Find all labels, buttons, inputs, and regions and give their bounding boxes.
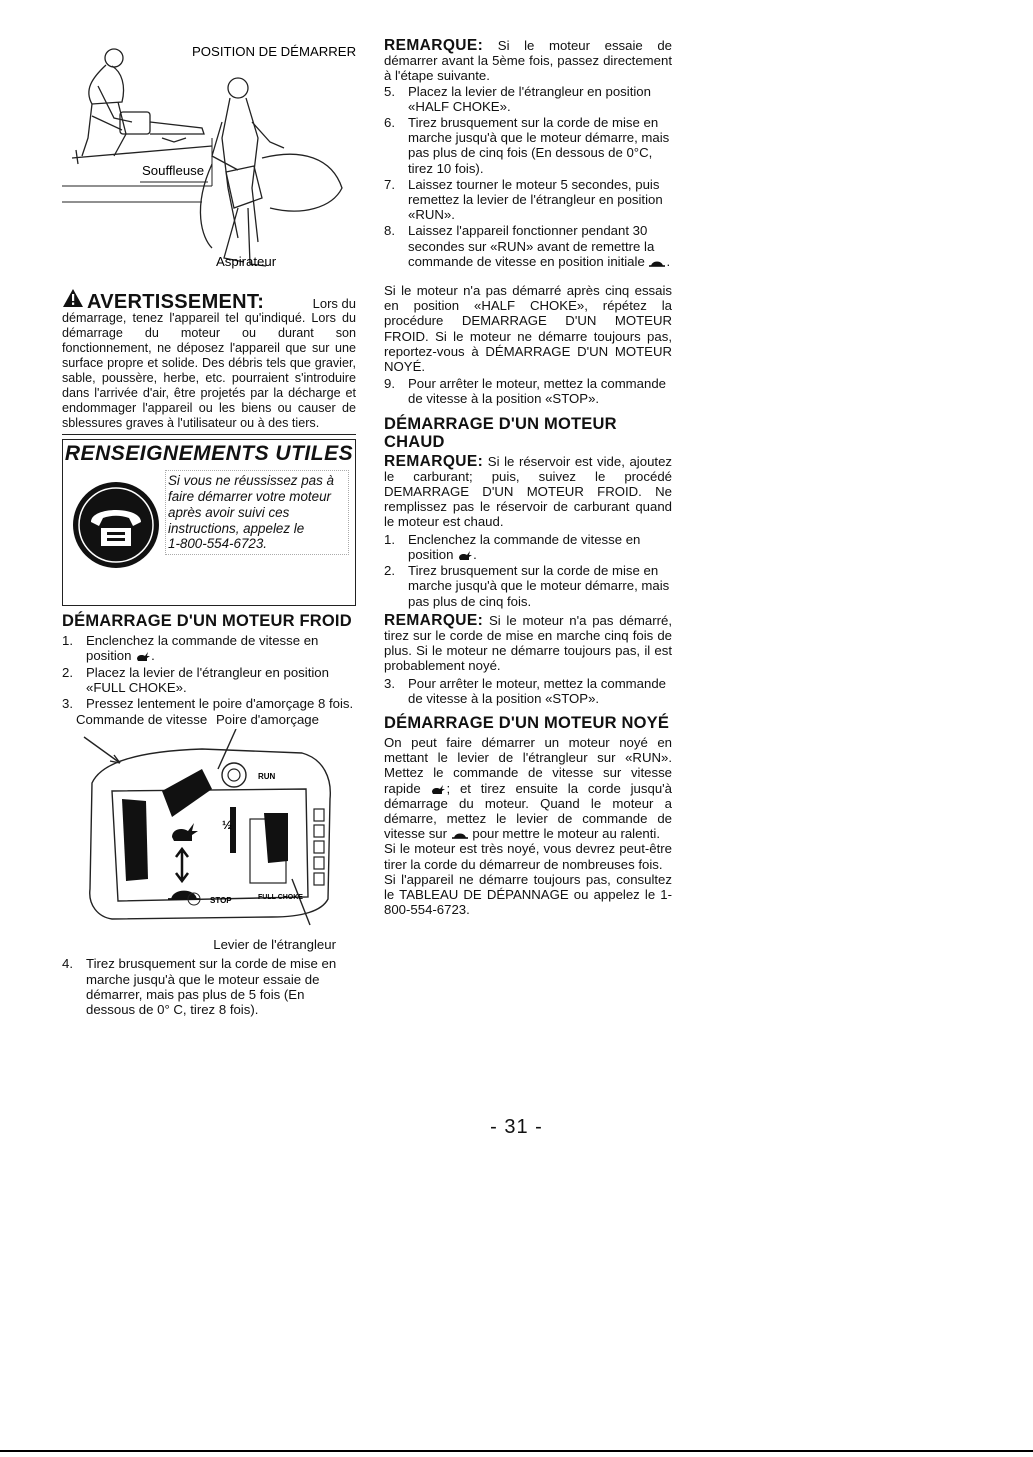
hot-remark-block: REMARQUE: Si le réservoir est vide, ajoutez le carburant; puis, suivez le procédé DEMARRAGE D'UN MOTEUR FROID. Ne remplissez pas le réservoir de carburant quand le moteur est chaud. (384, 452, 672, 530)
bottom-rule (0, 1450, 1033, 1452)
list-item: 6. Tirez brusquement sur la corde de mise en marche jusqu'à que le moteur démarre, mais pas plus de cinq fois (En dessous de 0°C, tirez 10 fois). (384, 115, 670, 176)
rabbit-fast-icon (457, 549, 473, 561)
warning-title: AVERTISSEMENT: (87, 291, 265, 313)
rabbit-fast-icon (430, 783, 446, 795)
list-item: 2. Placez la levier de l'étrangleur en position «FULL CHOKE». (62, 664, 329, 695)
starting-position-figure (62, 38, 356, 284)
stop-step (384, 376, 672, 406)
divider (62, 434, 356, 435)
position-label: POSITION DE DÉMARRER (192, 44, 356, 59)
info-box-title: RENSEIGNEMENTS UTILES (64, 442, 354, 466)
rabbit-fast-icon (135, 650, 151, 662)
list-item: 5. Placez la levier de l'étrangleur en position «HALF CHOKE». (384, 83, 651, 114)
list-item: 1. Enclenchez la commande de vitesse en position . (384, 531, 641, 562)
rabbit-icon (172, 823, 198, 841)
hot-remark2-block: REMARQUE: Si le moteur n'a pas démarré, tirez sur le corde de mise en marche cinq fois de plus. Si le moteur ne démarre toujours pas, il est probablement noyé. (384, 611, 672, 674)
turtle-slow-icon (451, 830, 469, 840)
engine-controls-illustration (62, 729, 356, 935)
warning-body: démarrage, tenez l'appareil tel qu'indiqué. Lors du démarrage du moteur ou durant son fonctionnement, ne déposez l'appareil que sur une surface propre et solide. Des débris tels que gravier, sable, poussère, herbe, etc. pourraient s'introduire dans l'arrivée d'air, être projetés par la décharge et endommager l'appareil ou les biens ou causer de sblessures graves à l'utilisateur ou à des tiers. (62, 311, 356, 431)
info-box (62, 439, 356, 606)
cold-start-step4 (62, 956, 356, 1017)
warning-triangle-icon (62, 288, 84, 308)
list-item: 4. Tirez brusquement sur la corde de mise en marche jusqu'à que le moteur essaie de démarrer, mais pas plus de 5 fois (En dessous de 0° C, tirez 8 fois). (62, 956, 337, 1018)
warning-block (62, 288, 356, 431)
controls-diagram (62, 729, 356, 935)
flooded-paragraph-2: Si le moteur est très noyé, vous devrez peut-être tirer la corde du démarreur de nombreuses fois. (384, 841, 672, 872)
info-box-phone: 1-800-554-6723. (168, 536, 268, 552)
left-column (62, 38, 356, 1018)
label-speed-control: Commande de vitesse (76, 712, 208, 728)
flooded-paragraph: On peut faire démarrer un moteur noyé en mettant le levier de l'étrangleur sur «RUN». Mettez le commande de vitesse sur vitesse rapide ; et tirez ensuite la corde jusqu'à démarrage du moteur. Quand le moteur a démarre, mettez le levier de commande de vitesse sur pour mettre le moteur au ralenti. (384, 734, 673, 842)
remark-block (384, 38, 672, 84)
choke-lever-label: Levier de l'étrangleur (213, 937, 336, 953)
cold-start-steps (62, 633, 356, 711)
remark-label: REMARQUE: (384, 37, 484, 54)
warning-lead: Lors du (312, 296, 356, 311)
list-item: 1. Enclenchez la commande de vitesse en position . (62, 633, 319, 664)
remark-text: Si le moteur essaie de démarrer avant la 5ème fois, passez directement à l'étape suivante. (384, 38, 672, 84)
list-item: 3. Pressez lentement le poire d'amorçage 8 fois. (62, 696, 354, 712)
diagram-labels (76, 712, 356, 727)
info-box-text (165, 470, 349, 555)
flooded-heading: DÉMARRAGE D'UN MOTEUR NOYÉ (384, 713, 670, 732)
list-item: 3. Pour arrêter le moteur, mettez la commande de vitesse à la position «STOP». (384, 675, 666, 706)
blower-label: Souffleuse (142, 163, 205, 178)
label-primer-bulb: Poire d'amorçage (216, 712, 319, 728)
flooded-paragraph-3: Si l'appareil ne démarre toujours pas, consultez le TABLEAU DE DÉPANNAGE ou appelez le 1-800-554-6723. (384, 871, 672, 918)
hot-start-steps (384, 532, 672, 609)
half-choke-mark: ½ (222, 818, 233, 833)
cold-start-heading: DÉMARRAGE D'UN MOTEUR FROID (62, 612, 352, 631)
list-item: 7. Laissez tourner le moteur 5 secondes, puis remettez la levier de l'étrangleur en position «RUN». (384, 176, 663, 223)
retry-paragraph: Si le moteur n'a pas démarré après cinq essais en position «HALF CHOKE», répétez la procédure DEMARRAGE D'UN MOTEUR FROID. Si le moteur ne démarre toujours pas, reportez-vous à DÉMARRAGE D'UN MOTEUR NOYÉ. (384, 283, 672, 375)
full-choke-label: FULL CHOKE (258, 894, 303, 902)
right-column (384, 38, 672, 925)
list-item: 2. Tirez brusquement sur la corde de mise en marche jusqu'à que le moteur démarre, mais pas plus de cinq fois. (384, 563, 670, 609)
hot-start-heading: DÉMARRAGE D'UN MOTEUR CHAUD (384, 414, 617, 451)
cold-start-steps-continued (384, 84, 672, 269)
telephone-icon (71, 480, 161, 570)
operator-illustration (62, 38, 356, 284)
turtle-slow-icon (648, 258, 666, 268)
info-box-message: Si vous ne réussissez pas à faire démarrer votre moteur après avoir suivi ces instructions, appelez le (168, 473, 334, 536)
up-down-arrow-icon (176, 849, 188, 881)
run-label: RUN (258, 772, 276, 782)
list-item: 8. Laissez l'appareil fonctionner pendant 30 secondes sur «RUN» avant de remettre la commande de vitesse en position initiale . (384, 223, 671, 269)
stop-label: STOP (210, 896, 232, 906)
vacuum-label: Aspirateur (216, 254, 277, 269)
hot-stop-step (384, 676, 672, 706)
list-item: 9. Pour arrêter le moteur, mettez la commande de vitesse à la position «STOP». (384, 376, 666, 407)
page-number: - 31 - (490, 1116, 543, 1138)
